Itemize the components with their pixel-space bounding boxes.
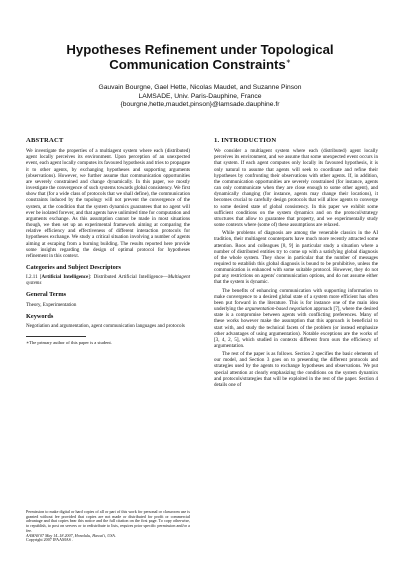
right-column: [214, 138, 378, 390]
permission-copyright: Copyright 2007 IFAAMAS .: [26, 537, 74, 543]
intro-paragraph-4: The rest of the paper is as follows. Section 2 specifies the basic elements of our model, and Section 3 goes on to presenting the different protocols and strategies used by the agents to exchange hypotheses and observations. We put special attention at clearly emphasizing the conditions on the system dynamics and protocols/strategies that will be exploited in the rest of the paper. Section 4 details one of: [214, 351, 378, 388]
general-terms-text: Theory, Experimentation: [26, 301, 77, 308]
abstract-text: We investigate the properties of a multiagent system where each (distributed) agent locally perceives its environment. Upon perception of an unexpected event, each agent locally computes its favoured hypothesis and tries to propagate it to other agents, by exchanging hypotheses and supporting arguments (observations). However, we further assume that communication opportunities are severely constrained and change dynamically. In this paper, we mostly investigate the convergence of such systems towards global consistency. We first show that (for a wide class of protocols that we shall define), the communication constraints induced by the topology will not prevent the convergence of the system, at the condition that the system dynamics guarantees that no agent will ever be isolated forever, and that agents have unlimited time for computation and arguments exchange. As this assumption cannot be made in most situations though, we then set up an experimental framework aiming at comparing the relative efficiency and effectiveness of different interaction protocols for hypotheses exchange. We study a critical situation involving a number of agents aiming at escaping from a burning building. The results reported here provide some insights regarding the design of optimal protocol for hypotheses refinement in this context.: [26, 148, 190, 259]
author-block: [0, 84, 400, 110]
paper-title: [0, 42, 400, 72]
intro-paragraph-3-post: approach [7], where the desired state is a compromise between agents with conflicting preferences. Many of these works however make the assumption that this approach is beneficial to start with, and study the technical facets of the problem (or instead emphasize other advantages of using argumentation). Notable exceptions are the works of [3, 4, 2, 5], which studied in contexts different from ours the efficiency of argumentation.: [214, 306, 378, 349]
permission-venue: AAMAS'07 May 14–18 2007, Honolulu, Hawai'i, USA.: [26, 532, 116, 538]
categories-text-pre: I.2.11 [: [26, 274, 42, 281]
keywords-heading: Keywords: [26, 312, 54, 320]
permission-notice: [26, 510, 190, 543]
intro-paragraph-2: While problems of diagnosis are among the venerable classics in the AI tradition, their multiagent counterparts have much more recently attracted some attention. Roos and colleagues [8, 9] in particular study a situation where a number of distributed entities try to come up with a satisfying global diagnosis of the whole system. They show in particular that the number of messages required to establish this global diagnosis is bound to be prohibitive, unless the communication is enhanced with some suitable protocol. However, they do not put any restrictions on agents' communication options, and do not assume either that the system is dynamic.: [214, 230, 378, 286]
intro-paragraph-3-italic: argumentation-based negotiation: [244, 306, 313, 313]
permission-body: Permission to make digital or hard copies of all or part of this work for personal or classroom use is granted without fee provided that copies are not made or distributed for profit or commercial advantage and that copies bear this notice and the full citation on the first page. To copy otherwise, to republish, to post on servers or to redistribute to lists, requires prior specific permission and/or a fee.: [26, 509, 190, 533]
categories-text-mid: ]: Distributed Artificial Intelligence—: [88, 274, 168, 281]
author-email: {bourgne,hette,maudet,pinson}@lamsade.dauphine.fr: [120, 101, 280, 109]
author-names: Gauvain Bourgne, Gael Hette, Nicolas Maudet, and Suzanne Pinson: [98, 84, 302, 91]
title-line-1: Hypotheses Refinement under Topological: [66, 42, 334, 57]
categories-text-italic: Multiagent systems: [26, 274, 190, 287]
title-footnote-marker: ∗: [285, 59, 291, 65]
title-line-2-text: Communication Constraints: [109, 57, 286, 72]
footnote-divider: [26, 336, 86, 337]
intro-paragraph-3: [214, 288, 378, 350]
title-line-2: [0, 57, 400, 72]
intro-paragraph-1: We consider a multiagent system where each (distributed) agent locally perceives its environment, and we assume that some unexpected event occurs in that system. If each agent computes only locally its favoured hypothesis, it is only natural to assume that agents will seek to coordinate and refine their hypotheses by confronting their observations with other agents. If, in addition, the communication opportunities are severely constrained (for instance, agents can only communicate when they are close enough to some other agent), and dynamically changing (for instance, agents may change their locations), it becomes crucial to carefully design protocols that will allow agents to converge to some desired state of global consistency. In this paper we exhibit some sufficient conditions on the system dynamics and on the protocol/strategy structures that allow to guarantee that property, and we experimentally study some contexts where (some of) these assumptions are relaxed.: [214, 148, 378, 229]
keywords-text: Negotiation and argumentation, agent communication languages and protocols: [26, 322, 185, 329]
general-terms-heading: General Terms: [26, 291, 67, 299]
left-column: [26, 138, 190, 348]
abstract-heading: ABSTRACT: [26, 137, 64, 144]
categories-text: [26, 274, 190, 286]
author-affiliation: LAMSADE, Univ. Paris-Dauphine, France: [138, 92, 262, 100]
footnote: ∗The primary author of this paper is a student.: [26, 340, 112, 346]
intro-paragraph-3-pre: The benefits of enhancing communication with supporting information to make convergence to a desired global state of a system more efficient has often been put forward in the literature. This is for instance one of the main idea underlying the: [214, 287, 378, 313]
categories-heading: Categories and Subject Descriptors: [26, 263, 121, 271]
introduction-heading: 1. INTRODUCTION: [214, 137, 277, 144]
categories-text-bold: Artificial Intelligence: [41, 274, 89, 281]
